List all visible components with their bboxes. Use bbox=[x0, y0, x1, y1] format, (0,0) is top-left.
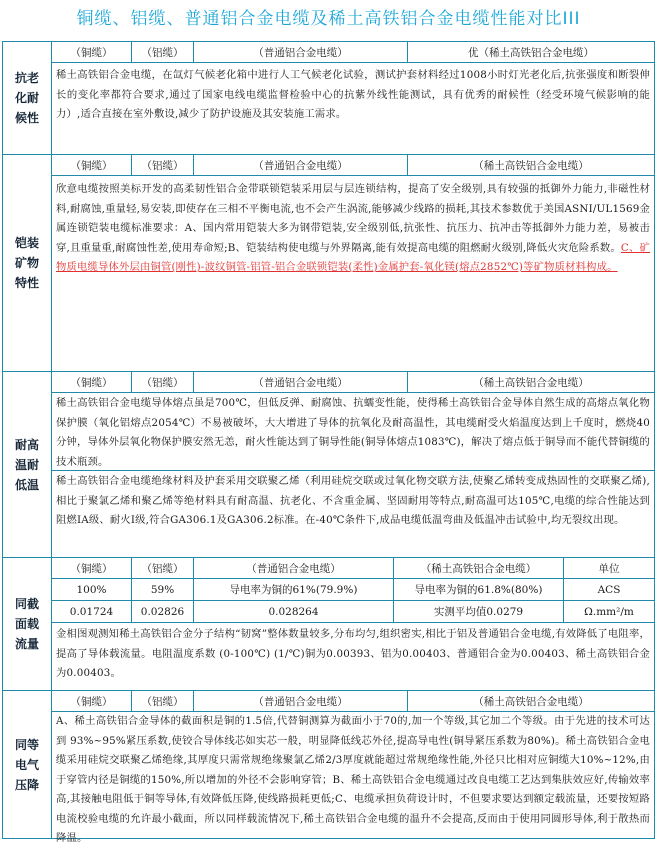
cell: 导电率为铜的61%(79.9%) bbox=[194, 579, 394, 600]
section-temperature bbox=[3, 372, 654, 558]
cell: 0.028264 bbox=[194, 601, 394, 622]
header-copper: （铜缆） bbox=[52, 155, 132, 175]
header-rare-earth-alloy: （稀土高铁铝合金电缆） bbox=[473, 376, 589, 389]
header-row bbox=[52, 42, 654, 63]
header-rare-earth-alloy: （稀土高铁铝合金电缆） bbox=[394, 558, 564, 578]
header-row bbox=[52, 372, 654, 393]
header-common-alloy: （普通铝合金电缆） bbox=[194, 372, 408, 392]
section-text: 稀土高铁铝合金电缆，在氙灯气候老化箱中进行人工气候老化试验，测试护套材料经过1008小时灯光老化后,抗张强度和断裂伸长的变化率都符合要求,通过了国家电线电缆监督检验中心的抗紫外线性能测试，具有优秀的耐候性（经受环境气候影响的能力）,适合直接在室外敷设,减少了防护设施及其安装施工需求。 bbox=[56, 69, 650, 120]
section-label: 同等 电气 压降 bbox=[3, 691, 52, 838]
section-text: A、稀土高铁铝合金导体的截面积是铜的1.5倍,代替铜测算为截面小于70的,加一个等级,其它加二个等级。由于先进的技术可达到 93%~95%紧压系数,使铰合导体线芯如实芯一般，明显降低线芯外径,提高导电性(铜导紧压系数为80%)。稀土高铁铝合金电缆采用硅烷交联聚乙烯绝缘,其厚度只需常规绝缘聚氯乙烯2/3厚度就能超过常规绝缘性能,外径只比相对应铜缆大10%~12%,由于穿管内径是铜缆的150%,所以增加的外径不会影响穿管；B、稀土高铁铝合金电缆通过改良电缆工艺达到集肤效应好,传输效率高,其接触电阻低于铜等导体,有效降低压降,使线路损耗更低;C、电缆承担负荷设计时，不但要求要达到额定载流量，还要按短路电流校验电缆的允许最小截面，所以同样载流情况下,稀土高铁铝合金电缆的温升不会提高,反而由于使用同圆形导体,利于散热而降温。 bbox=[56, 715, 650, 844]
section-armor-mineral bbox=[3, 155, 654, 372]
cell: 0.01724 bbox=[52, 601, 132, 622]
cell: 0.02826 bbox=[132, 601, 194, 622]
cell: 实测平均值0.0279 bbox=[394, 601, 564, 622]
header-common-alloy: （普通铝合金电缆） bbox=[194, 155, 408, 175]
header-common-alloy: （普通铝合金电缆） bbox=[194, 691, 408, 711]
header-aluminum: （铝缆） bbox=[132, 42, 194, 62]
header-aluminum: （铝缆） bbox=[132, 558, 194, 578]
header-row bbox=[52, 691, 654, 712]
header-aluminum: （铝缆） bbox=[132, 155, 194, 175]
header-copper: （铜缆） bbox=[52, 372, 132, 392]
header-rare-earth-alloy: （稀土高铁铝合金电缆） bbox=[473, 159, 589, 172]
comparison-table bbox=[2, 41, 655, 844]
highlighted-text: C、矿物质电缆导体外层由铜管(刚性)-波纹铜管-铝管-铝合金联锁铠装(柔性)金属护套-氧化镁(熔点2852℃)等矿物质材料构成。 bbox=[56, 241, 651, 273]
header-copper: （铜缆） bbox=[52, 42, 132, 62]
section-label: 铠装 矿物 特性 bbox=[3, 155, 52, 371]
header-row bbox=[52, 558, 654, 579]
section-label: 耐高 温耐 低温 bbox=[3, 372, 52, 557]
header-aluminum: （铝缆） bbox=[132, 691, 194, 711]
section-weather-resistance bbox=[3, 42, 654, 155]
section-voltage-drop bbox=[3, 691, 654, 844]
section-text: 稀土高铁铝合金电缆导体熔点虽是700℃，但低反弹、耐腐蚀、抗蠕变性能，使得稀土高铁铝合金导体自然生成的高熔点氧化物保护膜（氧化铝熔点2054℃）不易被破坏，大大增进了导体的抗氧化及耐高温性，其电缆耐受火焰温度达到上千度时，燃烧40分钟，导体外层氧化物保护膜安然无恙，耐火性能达到了铜导性能(铜导体熔点1083℃)，解决了熔点低于铜导而不能代替铜缆的技术瓶颈。 bbox=[56, 397, 650, 468]
header-rare-earth-alloy: 优（稀土高铁铝合金电缆） bbox=[468, 46, 594, 59]
header-row bbox=[52, 155, 654, 176]
page-title: 铜缆、铝缆、普通铝合金电缆及稀土高铁铝合金电缆性能对比III bbox=[76, 9, 581, 29]
section-text bbox=[56, 180, 650, 278]
section-label: 同截 面载 流量 bbox=[3, 558, 52, 690]
section-text: 金相图观测知稀土高铁铝合金分子结构“韧窝”整体数量较多,分布均匀,组织密实,相比于铝及普通铝合金电缆,有效降低了电阻率，提高了导体载流量。电阻温度系数 (0-100℃) (1/℃)铜为0.00393、铝为0.00403、普通铝合金为0.00403、稀土高铁铝合金为0.00403。 bbox=[56, 628, 650, 679]
body-text: 欣意电缆按照美标开发的高柔韧性铝合金带联锁铠装采用层与层连锁结构，提高了安全级别,具有较强的抵御外力能力,非磁性材料,耐腐蚀,重量轻,易安装,即使存在三相不平衡电流,也不会产生涡流,能够减少线路的损耗,其技术参数优于美国ASNI/UL1569金属连锁铠装电缆标准要求：A、国内常用铠装大多为钢带铠装,安全级别低,抗张性、抗压力、抗冲击等抵御外力能力差，易被击穿,且重量重,耐腐蚀性差,使用寿命短;B、铠装结构使电缆与外界隔离,能有效提高电缆的阻燃耐火级别,降低火灾危险系数。 bbox=[56, 183, 650, 254]
table-row bbox=[52, 579, 654, 601]
cell: 59% bbox=[132, 579, 194, 600]
section-text-2: 稀土高铁铝合金电缆绝缘材料及护套采用交联聚乙烯（利用硅烷交联或过氧化物交联方法,使聚乙烯转变成热固性的交联聚乙烯),相比于聚氯乙烯和聚乙烯等绝材料具有耐高温、抗老化、不含重金属、坚固耐用等特点,耐高温可达105℃,电缆的综合性能达到阻燃IA级、耐火I级,符合GA306.1及GA306.2标准。在-40℃条件下,成品电缆低温弯曲及低温冲击试验中,均无裂纹出现。 bbox=[56, 475, 650, 526]
table-row bbox=[52, 601, 654, 623]
header-unit: 单位 bbox=[598, 562, 620, 575]
header-common-alloy: （普通铝合金电缆） bbox=[194, 558, 394, 578]
cell: 100% bbox=[52, 579, 132, 600]
cell: Ω.mm²/m bbox=[584, 605, 634, 618]
header-copper: （铜缆） bbox=[52, 558, 132, 578]
header-aluminum: （铝缆） bbox=[132, 372, 194, 392]
header-common-alloy: （普通铝合金电缆） bbox=[194, 42, 408, 62]
section-label: 抗老 化耐 候性 bbox=[3, 42, 52, 154]
divider bbox=[52, 470, 654, 471]
header-rare-earth-alloy: （稀土高铁铝合金电缆） bbox=[473, 695, 589, 708]
cell: ACS bbox=[597, 583, 621, 596]
cell: 导电率为铜的61.8%(80%) bbox=[394, 579, 564, 600]
section-ampacity bbox=[3, 558, 654, 691]
header-copper: （铜缆） bbox=[52, 691, 132, 711]
